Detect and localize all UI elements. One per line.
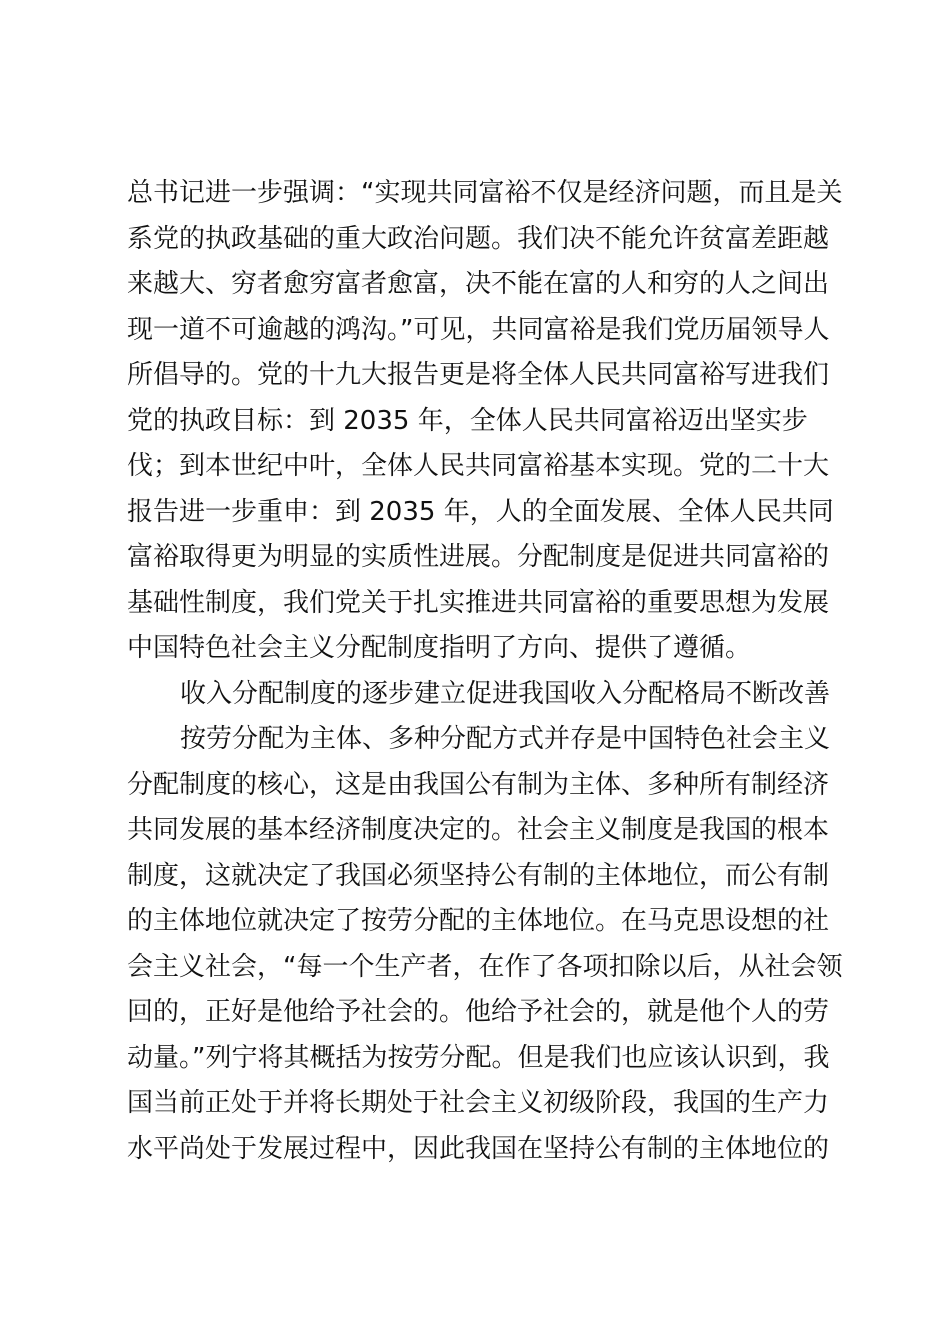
document-body <box>127 171 847 1172</box>
paragraph-line: 所倡导的。党的十九大报告更是将全体人民共同富裕写进我们 <box>127 360 830 390</box>
paragraph-line: 总书记进一步强调：“实现共同富裕不仅是经济问题，而且是关 <box>127 178 843 208</box>
paragraph-2 <box>127 717 847 1172</box>
paragraph-line: 的主体地位就决定了按劳分配的主体地位。在马克思设想的社 <box>127 906 830 936</box>
paragraph-line: 党的执政目标：到 2035 年，全体人民共同富裕迈出坚实步 <box>127 405 808 436</box>
paragraph-line: 伐；到本世纪中叶，全体人民共同富裕基本实现。党的二十大 <box>127 451 830 481</box>
paragraph-line: 分配制度的核心，这是由我国公有制为主体、多种所有制经济 <box>127 769 830 800</box>
paragraph-line: 水平尚处于发展过程中，因此我国在坚持公有制的主体地位的 <box>127 1133 830 1164</box>
paragraph-line: 国当前正处于并将长期处于社会主义初级阶段，我国的生产力 <box>127 1088 830 1118</box>
paragraph-line: 现一道不可逾越的鸿沟。”可见，共同富裕是我们党历届领导人 <box>127 314 830 345</box>
paragraph-line: 动量。”列宁将其概括为按劳分配。但是我们也应该认识到，我 <box>127 1042 830 1073</box>
paragraph-line: 报告进一步重申：到 2035 年，人的全面发展、全体人民共同 <box>127 496 834 527</box>
paragraph-line: 来越大、穷者愈穷富者愈富，决不能在富的人和穷的人之间出 <box>127 269 830 299</box>
paragraph-1 <box>127 171 847 672</box>
paragraph-line: 基础性制度，我们党关于扎实推进共同富裕的重要思想为发展 <box>127 587 830 618</box>
paragraph-line: 共同发展的基本经济制度决定的。社会主义制度是我国的根本 <box>127 815 830 845</box>
paragraph-line: 中国特色社会主义分配制度指明了方向、提供了遵循。 <box>127 633 752 663</box>
section-heading: 收入分配制度的逐步建立促进我国收入分配格局不断改善 <box>180 678 831 709</box>
paragraph-line: 会主义社会，“每一个生产者，在作了各项扣除以后，从社会领 <box>127 951 843 982</box>
paragraph-line: 富裕取得更为明显的实质性进展。分配制度是促进共同富裕的 <box>127 542 830 572</box>
paragraph-line: 系党的执政基础的重大政治问题。我们决不能允许贫富差距越 <box>127 223 830 254</box>
paragraph-line: 按劳分配为主体、多种分配方式并存是中国特色社会主义 <box>180 724 831 754</box>
paragraph-line: 回的，正好是他给予社会的。他给予社会的，就是他个人的劳 <box>127 997 830 1027</box>
paragraph-line: 制度，这就决定了我国必须坚持公有制的主体地位，而公有制 <box>127 860 830 891</box>
